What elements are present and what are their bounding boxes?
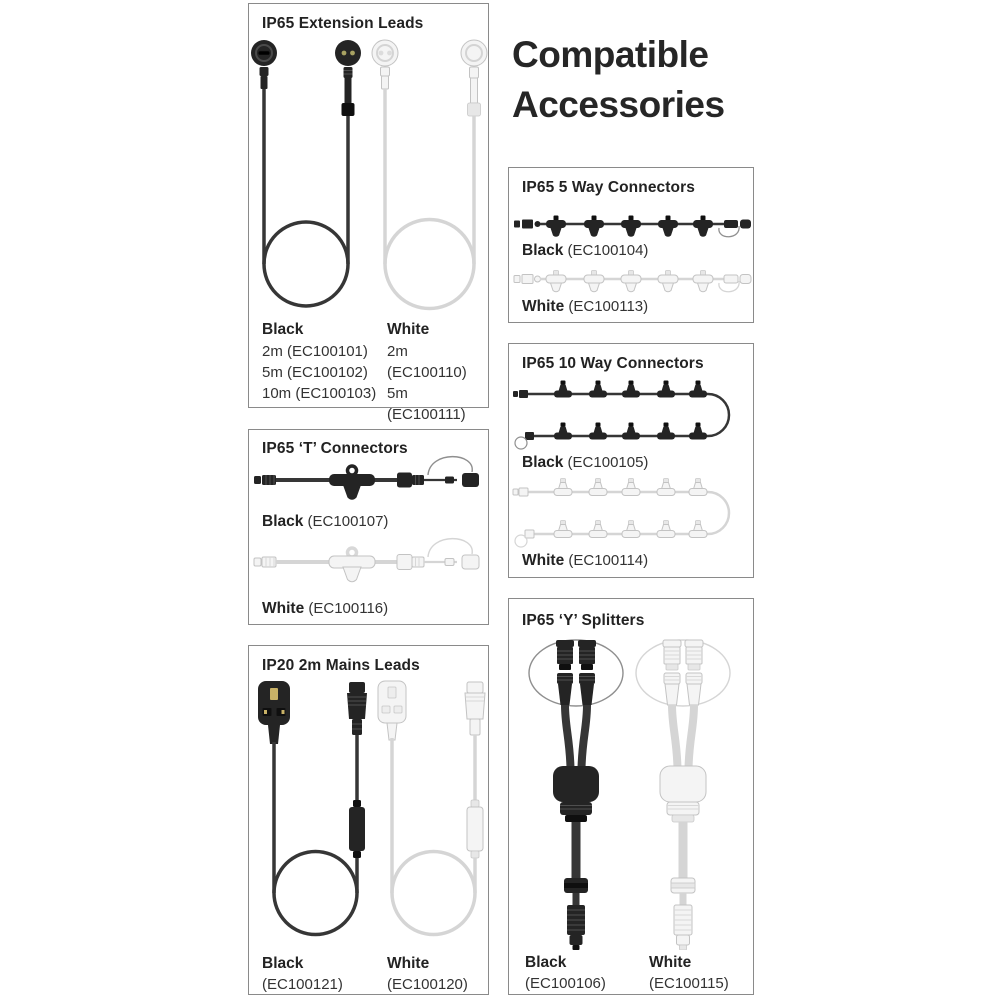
panel-10-way-connectors <box>508 343 754 578</box>
black-extension-lead-drawing <box>251 40 361 306</box>
color-label: White <box>387 321 430 338</box>
white-10-way-illustration <box>509 478 755 548</box>
y-splitter-white-column <box>649 952 737 994</box>
black-mains-lead-drawing <box>258 681 367 935</box>
panel-mains-leads-title: IP20 2m Mains Leads <box>262 657 420 674</box>
product-code: (EC100116) <box>308 600 389 617</box>
mains-leads-codes <box>249 953 488 995</box>
product-code: 2m (EC100110) <box>387 343 467 381</box>
color-label: Black <box>522 454 564 471</box>
mains-leads-illustration <box>249 678 490 946</box>
color-label: Black <box>262 321 304 338</box>
panel-extension-leads-title: IP65 Extension Leads <box>262 15 424 32</box>
5-way-black-label <box>509 241 753 261</box>
white-5-way-illustration <box>509 264 755 294</box>
color-label: White <box>649 954 692 971</box>
white-t-connector-illustration <box>249 532 490 584</box>
page-title-line1: Compatible <box>512 34 709 75</box>
y-splitter-black-column <box>525 952 649 994</box>
product-code: (EC100105) <box>567 454 649 471</box>
black-5-way-illustration <box>509 209 755 239</box>
panel-y-splitters <box>508 598 754 995</box>
page-title <box>512 30 725 130</box>
product-code: (EC100106) <box>525 975 606 992</box>
color-label: White <box>262 600 305 617</box>
color-label: White <box>522 552 565 569</box>
white-y-splitter-drawing <box>636 640 730 950</box>
panel-t-connectors-title: IP65 ‘T’ Connectors <box>262 440 408 457</box>
mains-black-column <box>262 953 387 995</box>
product-code: (EC100121) <box>262 976 343 993</box>
page-title-line2: Accessories <box>512 84 725 125</box>
extension-leads-illustration <box>249 36 490 314</box>
panel-10-way-title: IP65 10 Way Connectors <box>522 355 704 372</box>
5-way-white-label <box>509 297 753 317</box>
product-code: (EC100113) <box>568 298 649 315</box>
black-10-way-illustration <box>509 380 755 450</box>
panel-mains-leads <box>248 645 489 995</box>
white-extension-lead-drawing <box>372 40 487 309</box>
product-code: (EC100114) <box>568 552 649 569</box>
product-code: 10m (EC100103) <box>262 385 377 402</box>
y-splitters-codes <box>509 952 753 994</box>
product-code: (EC100120) <box>387 976 468 993</box>
color-label: Black <box>262 513 304 530</box>
panel-5-way-connectors <box>508 167 754 323</box>
panel-5-way-title: IP65 5 Way Connectors <box>522 179 695 196</box>
product-code: (EC100104) <box>567 242 649 259</box>
mains-white-column <box>387 953 475 995</box>
y-splitters-illustration <box>509 632 755 950</box>
product-code: 5m (EC100102) <box>262 364 368 381</box>
10-way-black-label <box>509 453 753 473</box>
color-label: Black <box>262 955 304 972</box>
panel-extension-leads <box>248 3 489 423</box>
color-label: White <box>387 955 430 972</box>
panel-t-connectors <box>248 429 489 625</box>
color-label: White <box>522 298 565 315</box>
10-way-white-label <box>509 551 753 571</box>
t-connector-black-label <box>249 512 488 532</box>
t-connector-white-label <box>249 599 488 619</box>
color-label: Black <box>522 242 564 259</box>
product-code: (EC100107) <box>307 513 389 530</box>
product-code: 2m (EC100101) <box>262 343 368 360</box>
color-label: Black <box>525 954 567 971</box>
white-mains-lead-drawing <box>378 681 485 935</box>
product-code: 5m (EC100111) <box>387 385 466 423</box>
product-code: (EC100115) <box>649 975 729 992</box>
panel-y-splitters-title: IP65 ‘Y’ Splitters <box>522 612 645 629</box>
black-y-splitter-drawing <box>529 640 623 950</box>
